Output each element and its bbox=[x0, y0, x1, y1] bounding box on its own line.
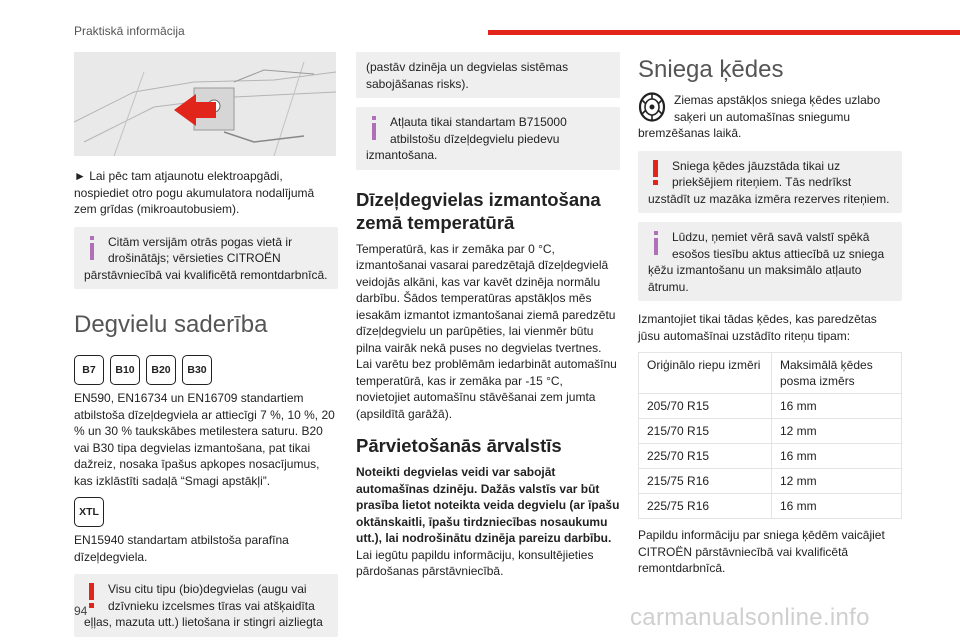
warn-note-continued bbox=[356, 52, 620, 98]
diesel-low-temp-title: Dīzeļdegvielas izmantošana zemā temperatūrā bbox=[356, 188, 601, 233]
column-middle bbox=[356, 52, 620, 580]
warn-note-front-wheels-text: Sniega ķēdes jāuzstāda tikai uz priekšējiem riteņiem. Tās nedrīkst uzstādīt uz mazāka izmēra rezerves riteņiem. bbox=[648, 158, 890, 206]
abroad-warning-bold: Noteikti degvielas veidi var sabojāt automašīnas dzinēju. Dažās valstīs var būt prasība lietot noteikta veida degvielu (ar īpašu oktānskaitli, īpašu tirdzniecības nosaukumu utt.), lai nodrošinātu dzinēja pareizu darbību. bbox=[356, 465, 620, 545]
abroad-text: Lai iegūtu papildu informāciju, konsultējieties pārdošanas pārstāvniecībā. bbox=[356, 547, 594, 578]
chains-footer-text: Papildu informāciju par sniega ķēdēm vaicājiet CITROËN pārstāvniecībā vai kvalificētā remontdarbnīcā. bbox=[638, 528, 885, 575]
table-header-tyre: Oriģinālo riepu izmēri bbox=[639, 353, 772, 394]
column-left bbox=[74, 52, 338, 637]
info-icon bbox=[648, 229, 666, 257]
table-cell-chain: 16 mm bbox=[772, 394, 902, 419]
table-cell-chain: 16 mm bbox=[772, 494, 902, 519]
table-cell-tyre: 205/70 R15 bbox=[639, 394, 772, 419]
battery-compartment-illustration bbox=[74, 52, 336, 156]
chains-usage-text: Izmantojiet tikai tādas ķēdes, kas paredzētas jūsu automašīnai uzstādīto riteņu tipam: bbox=[638, 312, 877, 343]
warning-icon bbox=[648, 158, 666, 186]
fuel-badge-b30: B30 bbox=[182, 355, 212, 385]
fuel-badges bbox=[74, 355, 338, 385]
info-note-additives bbox=[356, 107, 620, 170]
table-cell-chain: 12 mm bbox=[772, 469, 902, 494]
header-accent-bar bbox=[488, 30, 960, 35]
table-cell-chain: 16 mm bbox=[772, 444, 902, 469]
table-row bbox=[639, 494, 902, 519]
fuel-badge-b10: B10 bbox=[110, 355, 140, 385]
table-row bbox=[639, 419, 902, 444]
snow-chain-icon bbox=[638, 92, 666, 122]
page-number: 94 bbox=[74, 604, 88, 618]
fuel-badge-xtl: XTL bbox=[74, 497, 104, 527]
table-header-chain: Maksimālā ķēdes posma izmērs bbox=[772, 353, 902, 394]
diesel-low-temp-text: Temperatūrā, kas ir zemāka par 0 °C, izmantošanai vasarai paredzētajā dīzeļdegvielā veidojās alkāni, kas var kavēt dzinēja normālu darbību. Šādos temperatūras apstākļos mēs iesakām izmantot izmantošanai ziemā paredzētu dīzeļdegvielu un parūpēties, lai vienmēr būtu pilna vairāk nekā puses no degvielas tvertnes. Lai varētu bez problēmām iedarbināt automašīnu temperatūrā, kas ir zemāka par -15 °C, novietojiet automašīnu stāvēšanai zem jumta (apsildītā garāžā). bbox=[356, 241, 617, 421]
table-row bbox=[639, 444, 902, 469]
xtl-description: EN15940 standartam atbilstoša parafīna dīzeļdegviela. bbox=[74, 533, 289, 564]
table-cell-tyre: 215/75 R16 bbox=[639, 469, 772, 494]
abroad-title: Pārvietošanās ārvalstīs bbox=[356, 435, 562, 456]
snow-chains-title: Sniega ķēdes bbox=[638, 56, 784, 83]
chain-size-table bbox=[638, 352, 902, 519]
table-cell-tyre: 225/75 R16 bbox=[639, 494, 772, 519]
engine-bay-drawing bbox=[74, 52, 336, 156]
info-note-legislation-text: Lūdzu, ņemiet vērā savā valstī spēkā esošos tiesību aktus attiecībā uz sniega ķēžu izmantošanu un maksimālo atļauto ātrumu. bbox=[648, 230, 885, 294]
info-note-fuse-text: Citām versijām otrās pogas vietā ir drošinātājs; vērsieties CITROËN pārstāvniecībā vai kvalificētā remontdarbnīcā. bbox=[84, 234, 328, 282]
step-restore-power: ► Lai pēc tam atjaunotu elektroapgādi, nospiediet otro pogu akumulatora nodalījumā zem grīdas (mikroautobusiem). bbox=[74, 169, 315, 216]
snow-chains-intro-text: Ziemas apstākļos sniega ķēdes uzlabo saķeri un automašīnas sniegumu bremzēšanas laikā. bbox=[638, 93, 881, 140]
info-note-fuse bbox=[74, 227, 338, 290]
table-cell-tyre: 225/70 R15 bbox=[639, 444, 772, 469]
table-cell-chain: 12 mm bbox=[772, 419, 902, 444]
fuel-badge-b20: B20 bbox=[146, 355, 176, 385]
warn-note-biofuel bbox=[74, 574, 338, 637]
watermark: carmanualsonline.info bbox=[630, 604, 870, 631]
table-row bbox=[639, 394, 902, 419]
info-note-legislation bbox=[638, 222, 902, 301]
section-header: Praktiskā informācija bbox=[74, 24, 185, 38]
info-icon bbox=[84, 234, 102, 262]
info-icon bbox=[366, 114, 384, 142]
warn-note-front-wheels bbox=[638, 151, 902, 214]
fuel-compat-title: Degvielu saderība bbox=[74, 311, 268, 338]
table-header-row bbox=[639, 353, 902, 394]
column-right bbox=[638, 52, 902, 577]
snow-chains-intro bbox=[638, 92, 902, 142]
fuel-badge-b7: B7 bbox=[74, 355, 104, 385]
info-note-additives-text: Atļauta tikai standartam B715000 atbilstošu dīzeļdegvielu piedevu izmantošana. bbox=[366, 115, 567, 162]
table-row bbox=[639, 469, 902, 494]
warn-note-biofuel-text: Visu citu tipu (bio)degvielas (augu vai dzīvnieku izcelsmes tīras vai atšķaidīta eļļas, mazuta utt.) lietošana ir stingri aizliegta bbox=[84, 582, 323, 629]
biodiesel-description: EN590, EN16734 un EN16709 standartiem atbilstoša dīzeļdegviela ar attiecīgi 7 %, 10 %, 20 % un 30 % taukskābes metilestera saturu. B20 vai B30 tipa degvielas izmantošana, pat tikai dažreiz, nosaka īpašus apkopes nosacījumus, kas izklāstīti sadaļā “Smagi apstākļi”. bbox=[74, 391, 335, 488]
warn-note-continued-text: (pastāv dzinēja un degvielas sistēmas sabojāšanas risks). bbox=[366, 60, 569, 91]
table-cell-tyre: 215/70 R15 bbox=[639, 419, 772, 444]
